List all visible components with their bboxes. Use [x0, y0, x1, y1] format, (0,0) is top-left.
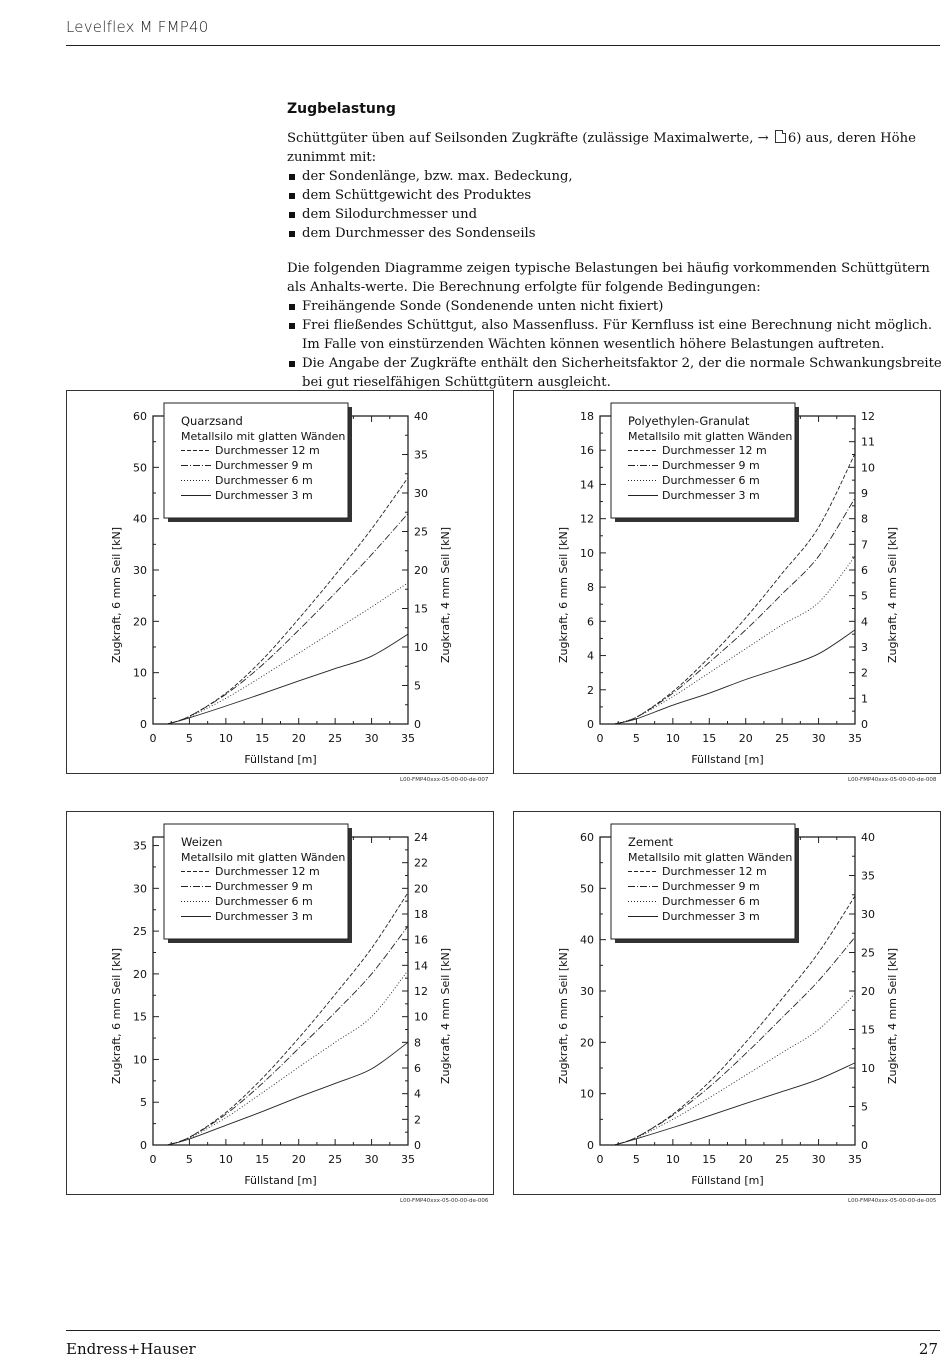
x-tick-label: 25: [328, 1153, 343, 1166]
series-line-4: [615, 1063, 855, 1145]
ref-page: 6: [787, 131, 797, 146]
y-left-tick-label: 0: [140, 1139, 147, 1152]
series-line-2: [615, 498, 855, 724]
y-right-tick-label: 25: [861, 946, 875, 960]
legend-title: Zement: [628, 835, 674, 849]
y-right-tick-label: 15: [414, 602, 428, 616]
x-tick-label: 5: [185, 1153, 193, 1166]
x-tick-label: 0: [149, 1153, 157, 1166]
y-right-tick-label: 1: [861, 692, 868, 706]
list-item: dem Schüttgewicht des Produktes: [287, 186, 942, 205]
y-right-tick-label: 6: [861, 564, 868, 577]
section-title: Zugbelastung: [287, 101, 396, 117]
series-line-4: [168, 634, 408, 724]
y-left-tick-label: 10: [133, 1053, 147, 1067]
y-left-tick-label: 30: [580, 985, 594, 998]
list-item: Freihängende Sonde (Sondenende unten nicht fixiert): [287, 297, 942, 316]
y-right-tick-label: 40: [861, 831, 875, 844]
series-line-3: [168, 583, 408, 724]
chart-svg: [514, 391, 942, 775]
chart-code: L00-FMP40xxx-05-00-00-de-006: [400, 1198, 489, 1204]
y-right-tick-label: 16: [414, 933, 428, 947]
y-left-tick-label: 14: [580, 478, 594, 492]
y-right-tick-label: 20: [414, 882, 428, 896]
page-number: 27: [918, 1340, 938, 1358]
x-tick-label: 35: [401, 732, 415, 745]
x-tick-label: 35: [401, 1153, 415, 1166]
series-line-3: [615, 994, 855, 1145]
page-ref-icon: [775, 130, 786, 143]
y-right-tick-label: 0: [861, 1139, 868, 1152]
list-item: dem Silodurchmesser und: [287, 205, 942, 224]
y-left-tick-label: 2: [587, 683, 594, 697]
condition-list: [287, 297, 942, 392]
y-right-tick-label: 4: [414, 1087, 421, 1101]
x-tick-label: 15: [702, 1153, 717, 1166]
x-tick-label: 0: [596, 1153, 604, 1166]
y-right-tick-label: 35: [414, 448, 428, 462]
legend-label: Durchmesser 6 m: [215, 474, 313, 487]
x-tick-label: 0: [596, 732, 604, 745]
series-line-2: [168, 514, 408, 725]
chart-weizen: [66, 811, 494, 1195]
x-tick-label: 30: [811, 732, 826, 745]
ref-arrow: →: [757, 131, 769, 146]
chart-code: L00-FMP40xxx-05-00-00-de-005: [848, 1198, 937, 1204]
y-right-tick-label: 5: [414, 679, 421, 693]
x-tick-label: 20: [738, 1153, 753, 1166]
x-tick-label: 15: [702, 732, 717, 745]
y-right-tick-label: 8: [414, 1036, 421, 1050]
footer-company: Endress+Hauser: [66, 1340, 196, 1358]
x-tick-label: 35: [848, 732, 862, 745]
x-tick-label: 10: [218, 732, 233, 745]
y-left-tick-label: 20: [580, 1036, 594, 1050]
header-rule: [66, 45, 940, 46]
y-right-tick-label: 22: [414, 856, 428, 870]
y-right-tick-label: 30: [414, 487, 428, 500]
x-axis-label: Füllstand [m]: [244, 1174, 317, 1187]
y-right-tick-label: 11: [861, 435, 875, 449]
x-axis-label: Füllstand [m]: [691, 1174, 764, 1187]
document-header-title: Levelflex M FMP40: [66, 18, 209, 36]
x-tick-label: 20: [738, 732, 753, 745]
legend-label: Durchmesser 9 m: [215, 880, 313, 893]
y-right-tick-label: 30: [861, 908, 875, 921]
list-item: der Sondenlänge, bzw. max. Bedeckung,: [287, 167, 942, 186]
x-tick-label: 30: [364, 732, 379, 745]
y-left-axis-label: Zugkraft, 6 mm Seil [kN]: [557, 526, 570, 664]
x-tick-label: 25: [328, 732, 343, 745]
y-right-tick-label: 18: [414, 908, 428, 921]
legend-title: Weizen: [181, 835, 223, 849]
x-tick-label: 10: [218, 1153, 233, 1166]
y-left-tick-label: 10: [580, 546, 594, 560]
y-left-tick-label: 30: [133, 564, 147, 577]
chart-zement: [513, 811, 941, 1195]
chart-svg: [67, 812, 495, 1196]
y-left-axis-label: Zugkraft, 6 mm Seil [kN]: [557, 947, 570, 1085]
y-left-tick-label: 0: [587, 1139, 594, 1152]
y-right-tick-label: 7: [861, 538, 868, 552]
factor-list: [287, 167, 942, 243]
y-left-tick-label: 10: [133, 666, 147, 680]
y-left-tick-label: 35: [133, 839, 147, 853]
x-tick-label: 5: [632, 732, 640, 745]
chart-quarzsand: [66, 390, 494, 774]
y-right-tick-label: 0: [414, 718, 421, 731]
chart-svg: [514, 812, 942, 1196]
y-right-tick-label: 5: [861, 1100, 868, 1114]
legend-label: Durchmesser 12 m: [662, 865, 767, 878]
legend-label: Durchmesser 12 m: [215, 865, 320, 878]
y-left-tick-label: 4: [587, 649, 594, 663]
x-tick-label: 30: [811, 1153, 826, 1166]
series-line-2: [168, 926, 408, 1145]
intro-text: Schüttgüter üben auf Seilsonden Zugkräfte (zulässige Maximalwerte,: [287, 131, 754, 146]
chart-svg: [67, 391, 495, 775]
legend-label: Durchmesser 9 m: [662, 880, 760, 893]
y-left-tick-label: 0: [587, 718, 594, 731]
x-tick-label: 0: [149, 732, 157, 745]
y-left-tick-label: 50: [133, 461, 147, 475]
intro-paragraph: [287, 129, 942, 167]
y-left-tick-label: 15: [133, 1010, 147, 1024]
y-right-tick-label: 0: [861, 718, 868, 731]
y-right-tick-label: 2: [861, 666, 868, 680]
x-tick-label: 25: [775, 1153, 790, 1166]
y-right-axis-label: Zugkraft, 4 mm Seil [kN]: [886, 526, 899, 664]
legend-title: Quarzsand: [181, 414, 243, 428]
y-right-tick-label: 14: [414, 959, 428, 973]
y-right-axis-label: Zugkraft, 4 mm Seil [kN]: [439, 526, 452, 664]
y-left-tick-label: 16: [580, 444, 594, 458]
chart-code: L00-FMP40xxx-05-00-00-de-007: [400, 777, 489, 783]
legend-label: Durchmesser 12 m: [215, 444, 320, 457]
y-left-tick-label: 12: [580, 512, 594, 526]
text-section: [287, 100, 942, 400]
legend-subtitle: Metallsilo mit glatten Wänden: [181, 851, 346, 864]
y-left-tick-label: 6: [587, 615, 594, 629]
y-right-tick-label: 10: [861, 461, 875, 475]
y-right-tick-label: 12: [861, 410, 875, 423]
x-tick-label: 30: [364, 1153, 379, 1166]
y-right-tick-label: 15: [861, 1023, 875, 1037]
y-right-tick-label: 8: [861, 512, 868, 526]
x-tick-label: 5: [632, 1153, 640, 1166]
y-right-tick-label: 25: [414, 525, 428, 539]
y-left-axis-label: Zugkraft, 6 mm Seil [kN]: [110, 947, 123, 1085]
y-left-tick-label: 5: [140, 1096, 147, 1110]
y-right-axis-label: Zugkraft, 4 mm Seil [kN]: [439, 947, 452, 1085]
y-right-tick-label: 10: [861, 1062, 875, 1075]
y-right-tick-label: 9: [861, 487, 868, 500]
legend-subtitle: Metallsilo mit glatten Wänden: [628, 851, 793, 864]
x-tick-label: 15: [255, 1153, 270, 1166]
y-right-tick-label: 0: [414, 1139, 421, 1152]
y-right-tick-label: 35: [861, 869, 875, 883]
y-left-tick-label: 60: [133, 410, 147, 423]
x-tick-label: 20: [291, 1153, 306, 1166]
legend-label: Durchmesser 6 m: [662, 895, 760, 908]
legend-label: Durchmesser 3 m: [215, 489, 313, 502]
y-left-tick-label: 20: [133, 967, 147, 981]
legend-label: Durchmesser 6 m: [215, 895, 313, 908]
y-left-tick-label: 10: [580, 1087, 594, 1101]
legend-label: Durchmesser 3 m: [662, 489, 760, 502]
list-item: Frei fließendes Schüttgut, also Massenfluss. Für Kernfluss ist eine Berechnung nicht möglich. Im Falle von einstürzenden Wächten können wesentlich höhere Belastungen auftreten.: [287, 316, 942, 354]
y-right-tick-label: 2: [414, 1113, 421, 1127]
y-left-tick-label: 0: [140, 718, 147, 731]
list-item: dem Durchmesser des Sondenseils: [287, 224, 942, 243]
legend-label: Durchmesser 3 m: [662, 910, 760, 923]
y-left-tick-label: 40: [580, 933, 594, 947]
y-right-tick-label: 10: [414, 641, 428, 654]
x-tick-label: 5: [185, 732, 193, 745]
chart-polyethylen: [513, 390, 941, 774]
legend-label: Durchmesser 3 m: [215, 910, 313, 923]
intro-text-end: ) aus, deren Höhe zunimmt mit:: [287, 131, 916, 165]
list-item: Die Angabe der Zugkräfte enthält den Sicherheitsfaktor 2, der die normale Schwankungsbreite bei gut rieselfähigen Schüttgütern ausgleicht.: [287, 354, 942, 392]
y-right-tick-label: 20: [414, 564, 428, 577]
y-left-tick-label: 8: [587, 581, 594, 595]
y-left-tick-label: 50: [580, 882, 594, 896]
y-left-tick-label: 60: [580, 831, 594, 844]
y-right-tick-label: 6: [414, 1062, 421, 1075]
y-left-tick-label: 20: [133, 615, 147, 629]
footer-rule: [66, 1330, 940, 1331]
x-tick-label: 10: [665, 732, 680, 745]
y-left-tick-label: 40: [133, 512, 147, 526]
y-left-tick-label: 25: [133, 925, 147, 939]
chart-code: L00-FMP40xxx-05-00-00-de-008: [848, 777, 937, 783]
y-left-tick-label: 30: [133, 882, 147, 896]
y-right-tick-label: 40: [414, 410, 428, 423]
legend-label: Durchmesser 9 m: [215, 459, 313, 472]
y-right-tick-label: 20: [861, 985, 875, 998]
y-right-tick-label: 4: [861, 615, 868, 629]
legend-label: Durchmesser 6 m: [662, 474, 760, 487]
y-right-axis-label: Zugkraft, 4 mm Seil [kN]: [886, 947, 899, 1085]
conditions-paragraph: Die folgenden Diagramme zeigen typische Belastungen bei häufig vorkommenden Schüttgütern als Anhalts-werte. Die Berechnung erfolgte für folgende Bedingungen:: [287, 261, 930, 295]
y-right-tick-label: 3: [861, 641, 868, 654]
x-tick-label: 25: [775, 732, 790, 745]
series-line-3: [168, 971, 408, 1146]
y-right-tick-label: 5: [861, 589, 868, 603]
y-left-tick-label: 18: [580, 410, 594, 423]
x-axis-label: Füllstand [m]: [244, 753, 317, 766]
series-line-2: [615, 937, 855, 1145]
y-right-tick-label: 24: [414, 831, 428, 844]
legend-label: Durchmesser 12 m: [662, 444, 767, 457]
x-tick-label: 20: [291, 732, 306, 745]
x-tick-label: 15: [255, 732, 270, 745]
x-tick-label: 10: [665, 1153, 680, 1166]
x-tick-label: 35: [848, 1153, 862, 1166]
legend-label: Durchmesser 9 m: [662, 459, 760, 472]
y-left-axis-label: Zugkraft, 6 mm Seil [kN]: [110, 526, 123, 664]
y-right-tick-label: 10: [414, 1010, 428, 1024]
x-axis-label: Füllstand [m]: [691, 753, 764, 766]
legend-subtitle: Metallsilo mit glatten Wänden: [628, 430, 793, 443]
y-right-tick-label: 12: [414, 985, 428, 998]
legend-title: Polyethylen-Granulat: [628, 414, 750, 428]
legend-subtitle: Metallsilo mit glatten Wänden: [181, 430, 346, 443]
